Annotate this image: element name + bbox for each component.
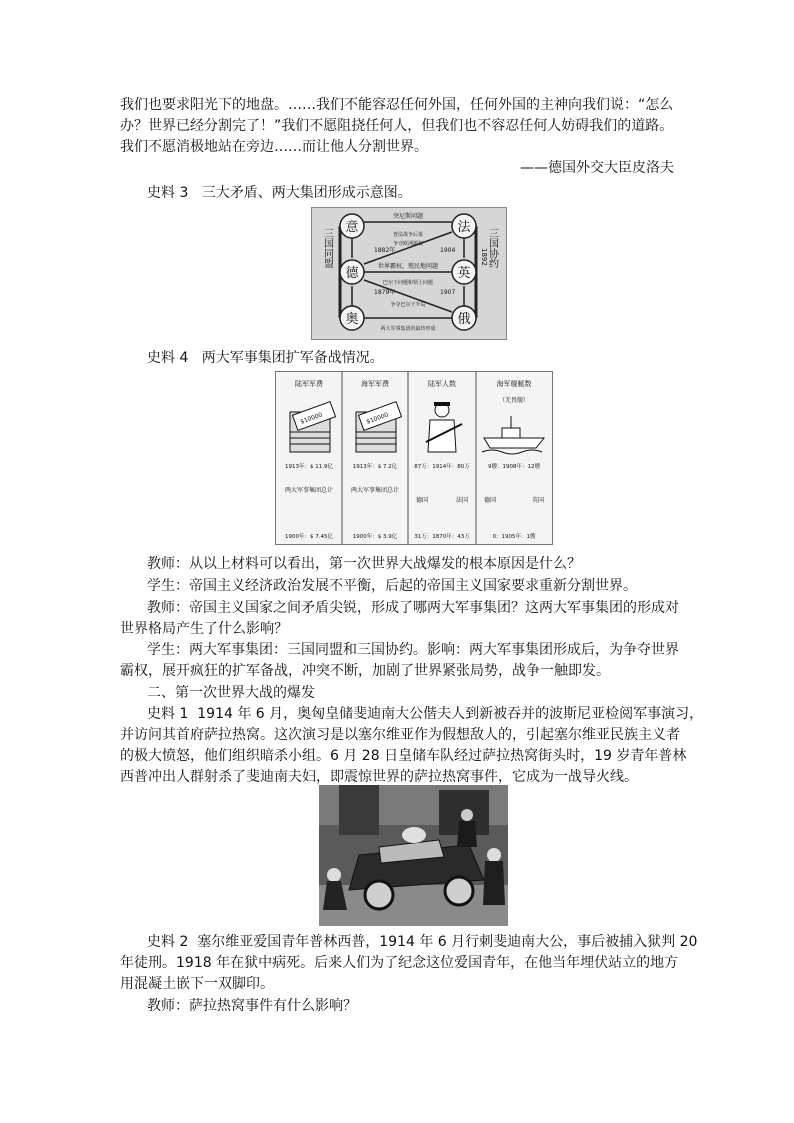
student-answer-2b: 霸权，展开疯狂的扩军备战，冲突不断，加剧了世界紧张局势，战争一触即发。 [120,663,610,679]
quote-line-3: 我们不愿消极地站在旁边……而让他人分割世界。 [120,139,428,155]
node-russia [452,306,476,330]
source1-label: 史料 1 [147,706,189,722]
col3-title: 陆军人数 [428,380,456,388]
col4-subtitle: （无畏舰） [498,397,530,404]
col2-1900: 1900年：$ 3.9亿 [352,534,398,540]
svg-text:三国同盟: 三国同盟 [321,228,333,268]
col3-left-label: 德国 [415,497,429,504]
col3-1913: 87万：1914年：80万 [414,464,470,470]
year-1882-label: 1882年 [374,247,396,254]
source2-line-3: 用混凝土嵌下一双脚印。 [120,976,274,992]
node-italy [340,214,364,238]
col4-1913: 9艘：1908年：12艘 [488,464,540,470]
note-balkan: 巴尔干问题和领土问题 [382,280,434,286]
section-heading: 二、第一次世界大战的爆发 [147,685,315,701]
col4-right-label: 英国 [531,497,545,504]
svg-text:$10000: $10000 [365,411,390,426]
source4-caption [147,348,384,369]
student-answer-2a: 学生：两大军事集团：三国同盟和三国协约。影响：两大军事集团形成后，为争夺世界 [147,642,679,658]
source1-line-1: 史料 1 1914 年 6 月，奥匈皇储斐迪南大公偕夫人到新被吞并的波斯尼亚检阅军事演习， [147,706,704,722]
svg-text:法: 法 [457,220,471,235]
svg-text:意: 意 [345,220,359,235]
left-alliance-label [322,228,334,268]
teacher-final-question: 教师：萨拉热窝事件有什么影响？ [147,998,357,1014]
col4-title: 海军舰艇数 [496,380,532,388]
right-alliance-label [487,228,499,268]
source3-caption [147,183,412,204]
svg-text:奥: 奥 [345,312,359,327]
source2-line-2: 年徒刑。1918 年在狱中病死。后来人们为了纪念这位爱国青年，在他当年埋伏站立的地方 [120,955,679,971]
source3-label: 史料 3 [147,185,189,201]
sarajevo-assassination-illustration [319,785,508,926]
node-germany [340,260,364,284]
node-france [452,214,476,238]
source2-label: 史料 2 [147,934,189,950]
alliance-diagram [311,207,507,340]
node-britain [452,260,476,284]
source3-text: 三大矛盾、两大集团形成示意图。 [201,185,412,201]
source1-line-3: 的极大愤怒，他们组织暗杀小组。6 月 28 日皇储车队经过萨拉热窝街头时，19 岁青年普林 [120,748,687,764]
source4-text: 两大军事集团扩军备战情况。 [201,350,384,366]
col2-title: 海军军费 [361,380,389,388]
col1-1900: 1900年：$ 7.45亿 [285,534,333,540]
col2-1913: 1913年：$ 7.2亿 [352,464,398,470]
col3-1870: 31万：1870年：43万 [414,534,470,540]
year-1892: 1892 [480,248,488,266]
col3-right-label: 法国 [455,497,469,504]
note-world: 世界霸权，殖民地问题 [377,263,439,270]
col1-1913: 1913年：$ 11.9亿 [285,464,333,470]
note-mid-top2: 争夺欧洲霸权 [392,241,424,247]
node-austria [340,306,364,330]
col1-title: 陆军军费 [295,380,323,388]
col4-1905: 0：1905年：1艘 [492,534,536,540]
quote-signature: ——德国外交大臣皮洛夫 [520,160,674,176]
year-1879-label: 1879年 [374,289,396,296]
svg-text:德: 德 [345,266,359,281]
source1-line-4: 西普冲出人群射杀了斐迪南夫妇，即震惊世界的萨拉热窝事件，它成为一战导火线。 [120,769,638,785]
year-1907-label: 1907 [440,289,456,296]
note-top: 突尼斯问题 [392,213,424,220]
note-bottom: 争夺巴尔干半岛 [390,302,426,308]
svg-text:$10000: $10000 [299,411,324,426]
note-mid-top: 普法战争后果 [392,232,424,238]
source4-label: 史料 4 [147,350,189,366]
military-expansion-figure [275,371,553,545]
svg-text:三国协约: 三国协约 [486,228,498,268]
teacher-question-2b: 世界格局产生了什么影响？ [120,621,288,637]
teacher-question-2a: 教师：帝国主义国家之间矛盾尖锐，形成了哪两大军事集团？这两大军事集团的形成对 [147,600,679,616]
svg-text:俄: 俄 [457,312,471,327]
col2-total-label: 两大军事集团总计 [350,487,400,494]
svg-text:英: 英 [457,266,471,281]
col4-left-label: 德国 [483,497,497,504]
note-formed: 两大军事集团的最终形成 [380,326,436,332]
teacher-question-1: 教师：从以上材料可以看出，第一次世界大战爆发的根本原因是什么？ [147,556,581,572]
source1-line-2: 并访问其首府萨拉热窝。这次演习是以塞尔维亚作为假想敌人的，引起塞尔维亚民族主义者 [120,727,680,743]
student-answer-1: 学生：帝国主义经济政治发展不平衡，后起的帝国主义国家要求重新分割世界。 [147,578,637,594]
quote-line-2: 办？世界已经分割完了！”我们不愿阻挠任何人，但我们也不容忍任何人妨碍我们的道路。 [120,118,674,134]
col1-total-label: 两大军事集团总计 [284,487,334,494]
year-1904-label: 1904 [440,247,456,254]
quote-line-1: 我们也要求阳光下的地盘。……我们不能容忍任何外国，任何外国的主神向我们说：“怎么 [120,97,674,113]
source2-line-1: 史料 2 塞尔维亚爱国青年普林西普，1914 年 6 月行刺斐迪南大公，事后被捕入狱判 20 [147,934,698,950]
